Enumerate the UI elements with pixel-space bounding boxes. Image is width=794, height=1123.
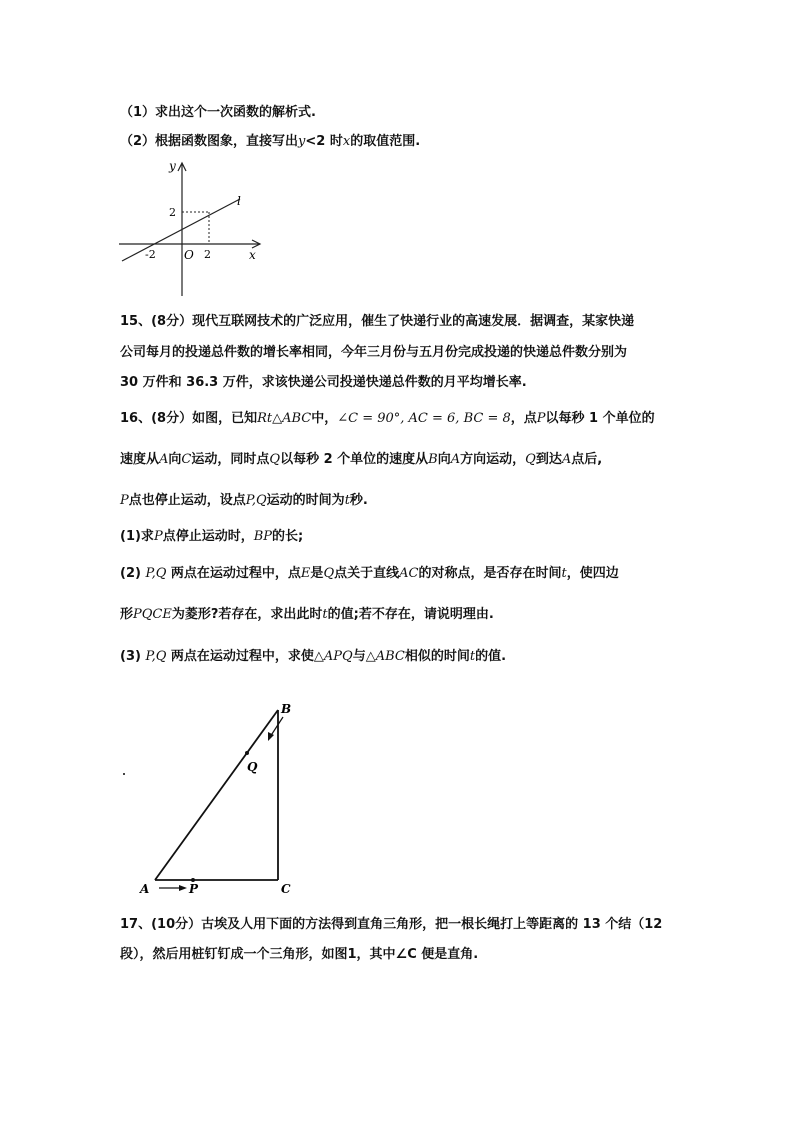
q14-part2 bbox=[120, 133, 420, 151]
q16-l3-t: t bbox=[344, 493, 350, 508]
q16-l2-C: C bbox=[181, 452, 192, 467]
q16-l2-A2: A bbox=[450, 452, 461, 467]
q16-s2-d: 点关于直线 bbox=[334, 566, 400, 581]
graph-x-label: x bbox=[249, 248, 256, 262]
q16-line3 bbox=[120, 492, 368, 510]
q14-var-y: y bbox=[298, 134, 306, 149]
q16-s1-P: P bbox=[153, 529, 163, 544]
q16-line2 bbox=[120, 451, 602, 469]
q16-s2-l2-c: 的值;若不存在，请说明理由. bbox=[327, 607, 494, 622]
q16-s2-b: 两点在运动过程中，点 bbox=[170, 566, 301, 581]
q16-l2-h: 点后, bbox=[571, 452, 603, 467]
q16-s2-l2-b: 为菱形?若存在，求出此时 bbox=[171, 607, 323, 622]
q17-line1-text: 17、(10分）古埃及人用下面的方法得到直角三角形，把一根长绳打上等距离的 13 个结（12 bbox=[120, 917, 663, 932]
q16-l3-c: 秒. bbox=[349, 493, 368, 508]
graph-origin-label: O bbox=[184, 248, 194, 262]
q16-l2-B: B bbox=[428, 452, 438, 467]
arrow-b-to-a-head bbox=[268, 732, 274, 741]
q16-l1-d: 以每秒 1 个单位的 bbox=[545, 411, 655, 426]
q14-part2-cond: <2 时 bbox=[305, 134, 343, 149]
graph-line-l bbox=[122, 199, 240, 261]
q15-line3 bbox=[120, 374, 527, 392]
q16-s3-t: t bbox=[469, 649, 476, 664]
graph-tick-neg2: -2 bbox=[145, 248, 156, 261]
q17-line1 bbox=[120, 916, 662, 934]
q16-s2-E: E bbox=[300, 566, 311, 581]
q16-l2-c: 运动，同时点 bbox=[191, 452, 270, 467]
q16-s1-b: 点停止运动时， bbox=[162, 529, 254, 544]
stray-dot bbox=[123, 773, 125, 775]
q16-s2-l2-a: 形 bbox=[120, 607, 134, 622]
q16-s2-Q: Q bbox=[323, 566, 335, 581]
q16-s2-PQ: P,Q bbox=[145, 566, 167, 581]
q16-s3-c: 与 bbox=[352, 649, 366, 664]
q15-line3-text: 30 万件和 36.3 万件，求该快递公司投递快递总件数的月平均增长率. bbox=[120, 375, 527, 390]
q14-part1 bbox=[120, 104, 316, 122]
q16-l2-A: A bbox=[159, 452, 169, 467]
q16-l3-P: P bbox=[120, 493, 129, 508]
q16-l2-d: 以每秒 2 个单位的速度从 bbox=[280, 452, 429, 467]
right-triangle-figure bbox=[135, 695, 305, 900]
q15-line1 bbox=[120, 313, 634, 331]
q16-l2-a: 速度从 bbox=[120, 452, 160, 467]
label-a: A bbox=[140, 882, 150, 896]
q16-s3-APQ: △APQ bbox=[313, 649, 353, 664]
q16-l2-Q: Q bbox=[269, 452, 281, 467]
q16-l2-g: 到达 bbox=[535, 452, 562, 467]
q16-l3-PQ: P,Q bbox=[245, 493, 267, 508]
linear-function-graph bbox=[115, 158, 265, 298]
q16-s2-PQCE: PQCE bbox=[133, 607, 172, 622]
graph-y-label: y bbox=[169, 159, 176, 173]
q16-s2-t: t bbox=[561, 566, 567, 581]
q15-line2 bbox=[120, 344, 627, 362]
label-c: C bbox=[281, 882, 291, 896]
q16-s2-c: 是 bbox=[310, 566, 324, 581]
q16-s2-e: 的对称点，是否存在时间 bbox=[418, 566, 562, 581]
q14-var-x: x bbox=[342, 134, 351, 149]
label-b: B bbox=[281, 702, 292, 716]
q15-line2-text: 公司每月的投递总件数的增长率相同，今年三月份与五月份完成投递的快递总件数分别为 bbox=[120, 345, 628, 360]
q16-s2-a: (2) bbox=[120, 566, 141, 581]
label-p: P bbox=[189, 882, 199, 896]
q16-l3-a: 点也停止运动，设点 bbox=[128, 493, 246, 508]
q15-line1-text: 15、(8分）现代互联网技术的广泛应用，催生了快递行业的高速发展．据调查，某家快递 bbox=[120, 314, 635, 329]
q16-s3-b: 两点在运动过程中，求使 bbox=[170, 649, 314, 664]
q14-part2-pre: （2）根据函数图象，直接写出 bbox=[120, 134, 299, 149]
q16-s3-a: (3) bbox=[120, 649, 141, 664]
q17-line2 bbox=[120, 946, 478, 964]
q16-l2-A3: A bbox=[561, 452, 572, 467]
triangle-side-ab bbox=[155, 710, 278, 880]
q16-l2-b: 向 bbox=[168, 452, 182, 467]
q16-s3-e: 的值. bbox=[475, 649, 507, 664]
label-q: Q bbox=[247, 760, 258, 774]
q16-sub3 bbox=[120, 648, 506, 666]
q16-l2-e: 向 bbox=[437, 452, 451, 467]
point-q bbox=[245, 751, 249, 755]
q16-s3-ABC: △ABC bbox=[365, 649, 405, 664]
q16-l2-f: 方向运动， bbox=[460, 452, 526, 467]
q16-s1-BP: BP bbox=[253, 529, 273, 544]
q16-s1-a: (1)求 bbox=[120, 529, 154, 544]
q16-l1-cond: ∠C = 90°, AC = 6, BC = 8 bbox=[337, 411, 511, 426]
q16-s3-d: 相似的时间 bbox=[404, 649, 470, 664]
q16-l1-b: 中， bbox=[311, 411, 338, 426]
q16-l1-a: 16、(8分）如图，已知 bbox=[120, 411, 258, 426]
q16-s2-f: ，使四边 bbox=[566, 566, 619, 581]
q16-l3-b: 运动的时间为 bbox=[266, 493, 345, 508]
q16-s3-PQ: P,Q bbox=[145, 649, 167, 664]
q16-l1-c: ，点 bbox=[510, 411, 537, 426]
q16-sub1 bbox=[120, 528, 303, 546]
q14-part1-text: （1）求出这个一次函数的解析式. bbox=[120, 105, 316, 120]
q16-sub2-line2 bbox=[120, 606, 494, 624]
q16-s1-c: 的长; bbox=[272, 529, 304, 544]
graph-line-label: l bbox=[237, 194, 241, 208]
q16-line1 bbox=[120, 410, 655, 428]
graph-tick-x2: 2 bbox=[204, 248, 211, 261]
graph-tick-y2: 2 bbox=[169, 206, 176, 219]
q16-s2-t2: t bbox=[322, 607, 328, 622]
q16-l1-p: P bbox=[536, 411, 546, 426]
q16-s2-AC: AC bbox=[399, 566, 419, 581]
q16-l1-rt: Rt△ABC bbox=[257, 411, 312, 426]
q17-line2-text: 段），然后用桩钉钉成一个三角形，如图1，其中∠C 便是直角. bbox=[120, 947, 479, 962]
q14-part2-post: 的取值范围. bbox=[350, 134, 421, 149]
arrow-a-to-c-head bbox=[179, 885, 187, 891]
q16-sub2-line1 bbox=[120, 565, 619, 583]
q16-l2-Q2: Q bbox=[525, 452, 536, 467]
